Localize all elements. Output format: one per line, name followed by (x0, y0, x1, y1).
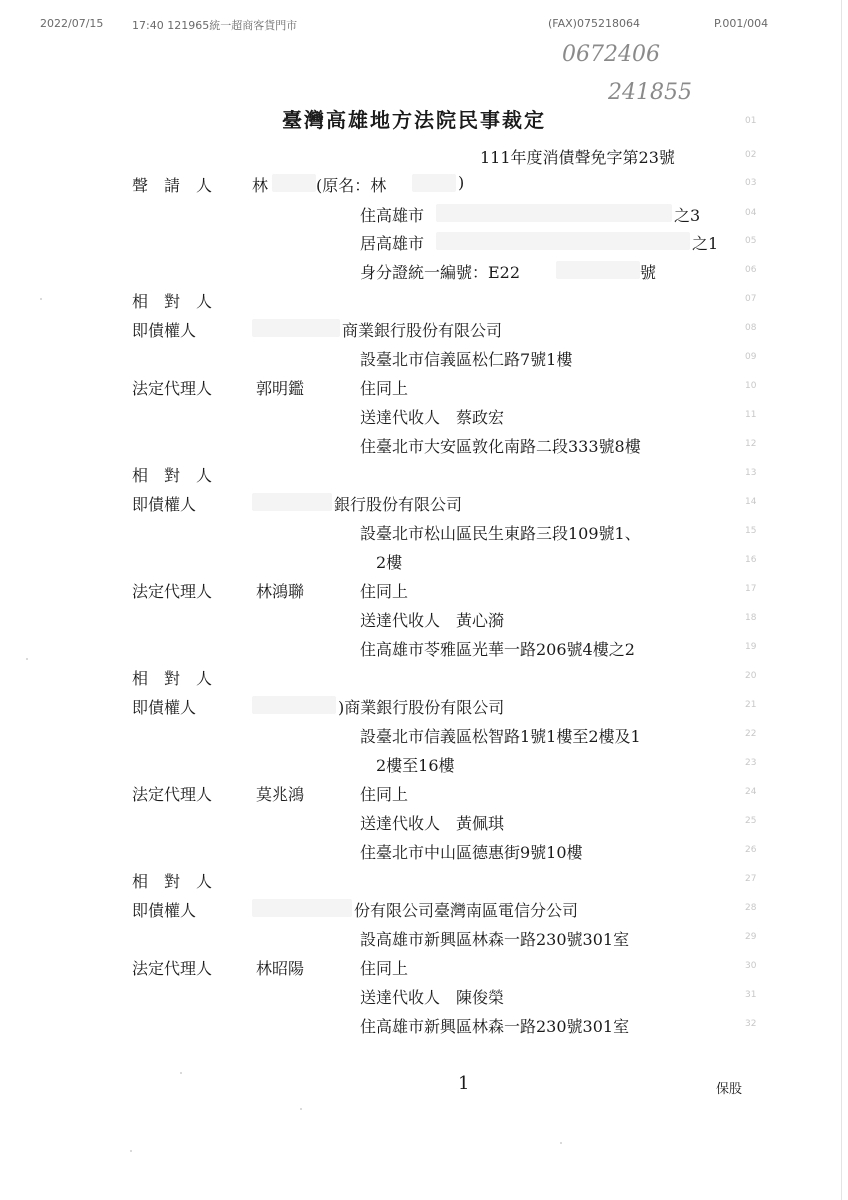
legal-representative-label: 法定代理人 (132, 785, 213, 804)
legal-representative-label: 法定代理人 (132, 582, 213, 601)
creditor-address-cont: 2樓 (376, 553, 403, 572)
line-number: 01 (745, 116, 757, 126)
document-title: 臺灣高雄地方法院民事裁定 (282, 108, 546, 132)
legal-representative-address: 住同上 (360, 959, 409, 978)
creditor-name: 商業銀行股份有限公司 (342, 321, 503, 340)
scan-speck (300, 1108, 302, 1110)
line-number: 32 (745, 1019, 757, 1029)
petitioner-residence: 居高雄市 (360, 234, 425, 253)
line-number: 10 (745, 381, 757, 391)
line-number: 13 (745, 468, 757, 478)
line-number: 02 (745, 150, 757, 160)
service-agent: 送達代收人 蔡政宏 (360, 408, 505, 427)
line-number: 07 (745, 294, 757, 304)
creditor-name: 銀行股份有限公司 (334, 495, 463, 514)
page-number: 1 (458, 1073, 470, 1094)
line-number: 23 (745, 758, 757, 768)
petitioner-label: 聲 請 人 (132, 176, 213, 195)
line-number: 22 (745, 729, 757, 739)
scan-speck (40, 298, 42, 300)
line-number: 09 (745, 352, 757, 362)
legal-representative-name: 林鴻聯 (256, 582, 305, 601)
creditor-name: 份有限公司臺灣南區電信分公司 (354, 901, 579, 920)
line-number: 15 (745, 526, 757, 536)
division-stamp: 保股 (716, 1082, 743, 1097)
petitioner-address-tail: 之3 (674, 206, 701, 225)
petitioner-former-name: (原名：林 (316, 176, 387, 195)
legal-representative-label: 法定代理人 (132, 379, 213, 398)
line-number: 19 (745, 642, 757, 652)
creditor-address-cont: 2樓至16樓 (376, 756, 455, 775)
service-agent-address: 住高雄市新興區林森一路230號301室 (360, 1017, 630, 1036)
creditor-label: 即債權人 (132, 698, 197, 717)
line-number: 04 (745, 208, 757, 218)
petitioner-id-number: 身分證統一編號：E22 (360, 263, 521, 282)
service-agent: 送達代收人 黃心漪 (360, 611, 505, 630)
creditor-label: 即債權人 (132, 901, 197, 920)
line-number: 28 (745, 903, 757, 913)
line-number: 31 (745, 990, 757, 1000)
line-number: 17 (745, 584, 757, 594)
line-number: 16 (745, 555, 757, 565)
scan-speck (180, 1072, 182, 1074)
line-number: 03 (745, 178, 757, 188)
line-number: 11 (745, 410, 757, 420)
handwritten-number-2: 241855 (608, 80, 692, 105)
creditor-address: 設臺北市信義區松仁路7號1樓 (360, 350, 573, 369)
service-agent-address: 住臺北市中山區德惠街9號10樓 (360, 843, 583, 862)
creditor-address: 設高雄市新興區林森一路230號301室 (360, 930, 630, 949)
service-agent: 送達代收人 黃佩琪 (360, 814, 505, 833)
service-agent: 送達代收人 陳俊榮 (360, 988, 505, 1007)
service-agent-address: 住高雄市苓雅區光華一路206號4樓之2 (360, 640, 635, 659)
legal-representative-name: 林昭陽 (256, 959, 305, 978)
line-number: 12 (745, 439, 757, 449)
respondent-label: 相 對 人 (132, 292, 213, 311)
legal-representative-address: 住同上 (360, 582, 409, 601)
creditor-name: )商業銀行股份有限公司 (338, 698, 505, 717)
fax-page: P.001/004 (714, 17, 769, 30)
line-number: 26 (745, 845, 757, 855)
line-number: 08 (745, 323, 757, 333)
respondent-label: 相 對 人 (132, 872, 213, 891)
line-number: 25 (745, 816, 757, 826)
petitioner-residence-tail: 之1 (692, 234, 719, 253)
line-number: 24 (745, 787, 757, 797)
handwritten-number-1: 0672406 (562, 42, 660, 67)
respondent-label: 相 對 人 (132, 669, 213, 688)
line-number: 14 (745, 497, 757, 507)
line-number: 20 (745, 671, 757, 681)
line-number: 27 (745, 874, 757, 884)
legal-representative-label: 法定代理人 (132, 959, 213, 978)
fax-number: (FAX)075218064 (548, 17, 640, 30)
line-number: 06 (745, 265, 757, 275)
respondent-label: 相 對 人 (132, 466, 213, 485)
scan-edge (841, 0, 842, 1200)
creditor-label: 即債權人 (132, 495, 197, 514)
legal-representative-name: 郭明鑑 (256, 379, 305, 398)
scan-speck (26, 658, 28, 660)
scan-speck (130, 1150, 132, 1152)
petitioner-former-name-close: ) (458, 173, 465, 192)
petitioner-address: 住高雄市 (360, 206, 425, 225)
line-number: 29 (745, 932, 757, 942)
legal-representative-address: 住同上 (360, 379, 409, 398)
petitioner-id-tail: 號 (640, 263, 657, 282)
case-number: 111年度消債聲免字第23號 (480, 148, 675, 167)
line-number: 05 (745, 236, 757, 246)
line-number: 21 (745, 700, 757, 710)
fax-date: 2022/07/15 (40, 17, 104, 30)
scan-speck (560, 1142, 562, 1144)
legal-representative-name: 莫兆鴻 (256, 785, 305, 804)
line-number: 30 (745, 961, 757, 971)
creditor-address: 設臺北市信義區松智路1號1樓至2樓及1 (360, 727, 641, 746)
service-agent-address: 住臺北市大安區敦化南路二段333號8樓 (360, 437, 641, 456)
line-number: 18 (745, 613, 757, 623)
fax-time-sender: 17:40 121965統一超商客貨門市 (132, 19, 298, 32)
creditor-address: 設臺北市松山區民生東路三段109號1、 (360, 524, 641, 543)
creditor-label: 即債權人 (132, 321, 197, 340)
legal-representative-address: 住同上 (360, 785, 409, 804)
petitioner-name: 林 (252, 176, 269, 195)
